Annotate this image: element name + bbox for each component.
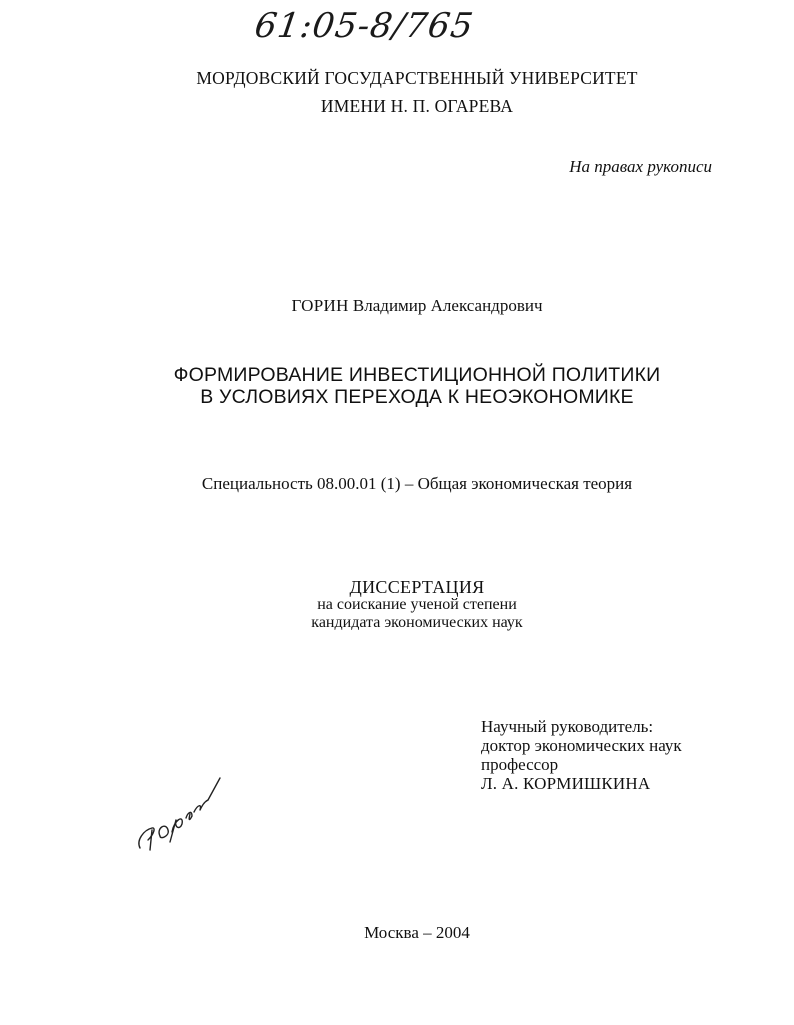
author-surname: ГОРИН — [291, 296, 349, 315]
supervisor-rank: профессор — [481, 755, 559, 774]
dissertation-degree-line-2: кандидата экономических наук — [311, 614, 523, 631]
inventory-number: 61:05-8/765 — [252, 6, 477, 46]
specialty: Специальность 08.00.01 (1) – Общая экономическая теория — [201, 474, 633, 493]
dissertation-block — [0, 578, 794, 632]
thesis-title — [0, 364, 794, 408]
supervisor-name: Л. А. КОРМИШКИНА — [481, 774, 651, 793]
supervisor-heading: Научный руководитель: — [481, 717, 654, 736]
city-year: Москва – 2004 — [364, 923, 470, 942]
dissertation-label: ДИССЕРТАЦИЯ — [349, 577, 485, 597]
thesis-title-line-1: ФОРМИРОВАНИЕ ИНВЕСТИЦИОННОЙ ПОЛИТИКИ — [173, 364, 661, 386]
university-line-2: ИМЕНИ Н. П. ОГАРЕВА — [320, 96, 514, 116]
author-given-names: Владимир Александрович — [352, 296, 543, 315]
manuscript-note: На правах рукописи — [569, 157, 712, 176]
university-line-1: МОРДОВСКИЙ ГОСУДАРСТВЕННЫЙ УНИВЕРСИТЕТ — [196, 68, 638, 88]
supervisor-degree: доктор экономических наук — [481, 736, 682, 755]
thesis-title-line-2: В УСЛОВИЯХ ПЕРЕХОДА К НЕОЭКОНОМИКЕ — [200, 386, 634, 408]
author-name — [0, 296, 794, 316]
handwritten-signature — [130, 770, 230, 860]
dissertation-degree-line-1: на соискание ученой степени — [317, 596, 517, 613]
university-name — [0, 64, 794, 120]
supervisor-block — [481, 717, 682, 793]
